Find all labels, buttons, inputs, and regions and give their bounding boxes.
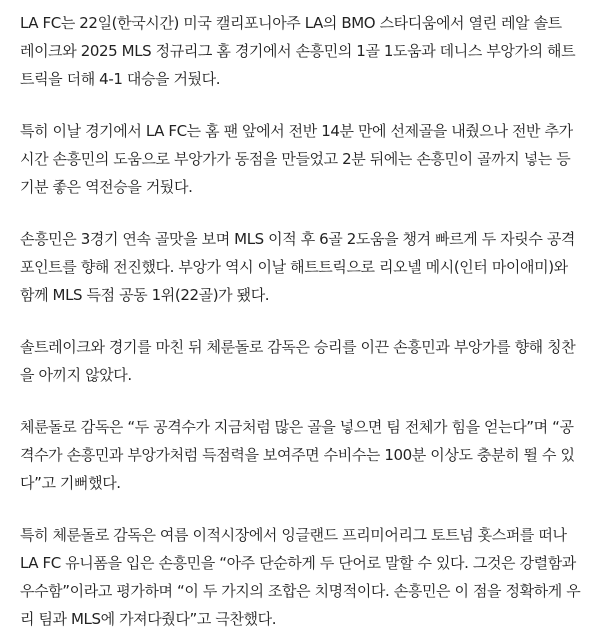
paragraph-line: 손흥민은 3경기 연속 골맛을 보며 MLS 이적 후 6골 2도움을 챙겨 빠르게 두 자릿수 공격 <box>20 230 575 248</box>
article-paragraph-6 <box>20 521 580 633</box>
paragraph-line: 특히 체룬돌로 감독은 여름 이적시장에서 잉글랜드 프리미어리그 토트넘 홋스퍼를 떠나 <box>20 526 567 544</box>
paragraph-line: 시간 손흥민의 도움으로 부앙가가 동점을 만들었고 2분 뒤에는 손흥민이 골까지 넣는 등 <box>20 150 571 168</box>
paragraph-line: 특히 이날 경기에서 LA FC는 홈 팬 앞에서 전반 14분 만에 선제골을 내줬으나 전반 추가 <box>20 122 573 140</box>
article-paragraph-3 <box>20 225 575 309</box>
paragraph-line: 체룬돌로 감독은 “두 공격수가 지금처럼 많은 골을 넣으면 팀 전체가 힘을 얻는다”며 “공 <box>20 418 574 436</box>
paragraph-line: 레이크와 2025 MLS 정규리그 홈 경기에서 손흥민의 1골 1도움과 데니스 부앙가의 해트 <box>20 42 576 60</box>
paragraph-line: LA FC는 22일(한국시간) 미국 캘리포니아주 LA의 BMO 스타디움에서 열린 레알 솔트 <box>20 14 562 32</box>
paragraph-line: 솔트레이크와 경기를 마친 뒤 체룬돌로 감독은 승리를 이끈 손흥민과 부앙가를 향해 칭찬 <box>20 338 576 356</box>
paragraph-line: 다”고 기뻐했다. <box>20 474 121 492</box>
paragraph-line: 기분 좋은 역전승을 거뒀다. <box>20 178 193 196</box>
paragraph-line: 함께 MLS 득점 공동 1위(22골)가 됐다. <box>20 286 270 304</box>
paragraph-line: 트릭을 더해 4-1 대승을 거뒀다. <box>20 70 221 88</box>
paragraph-line: 격수가 손흥민과 부앙가처럼 득점력을 보여주면 수비수는 100분 이상도 충분히 뛸 수 있 <box>20 446 575 464</box>
article-paragraph-2 <box>20 117 573 201</box>
paragraph-line: 리 팀과 MLS에 가져다줬다”고 극찬했다. <box>20 610 277 628</box>
article-paragraph-4 <box>20 333 575 389</box>
paragraph-line: 을 아끼지 않았다. <box>20 366 132 384</box>
paragraph-line: LA FC 유니폼을 입은 손흥민을 “아주 단순하게 두 단어로 말할 수 있다. 그것은 강렬함과 <box>20 554 576 572</box>
article-paragraph-1 <box>20 9 575 93</box>
paragraph-line: 우수함”이라고 평가하며 “이 두 가지의 조합은 치명적이다. 손흥민은 이 점을 정확하게 우 <box>20 582 581 600</box>
article-paragraph-5 <box>20 413 575 497</box>
paragraph-line: 포인트를 향해 전진했다. 부앙가 역시 이날 해트트릭으로 리오넬 메시(인터 마이애미)와 <box>20 258 568 276</box>
